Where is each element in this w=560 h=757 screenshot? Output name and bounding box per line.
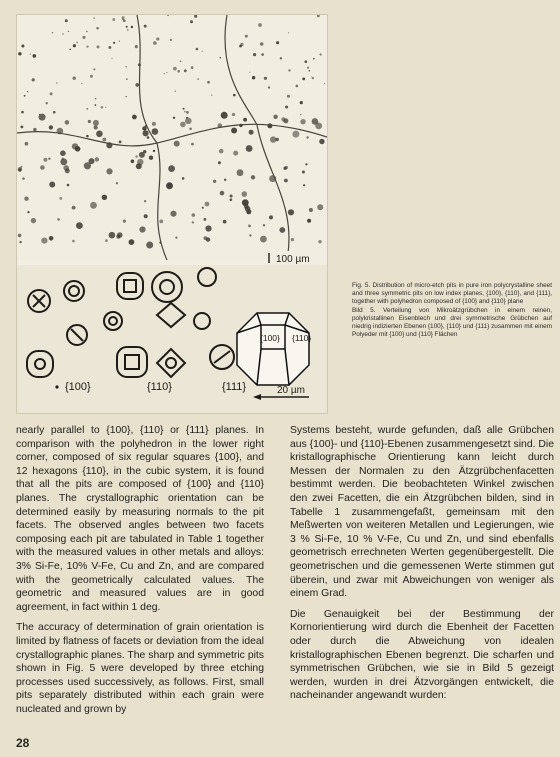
etch-pit-dot [192, 221, 194, 223]
etch-pit-dot [49, 236, 54, 241]
etch-pit-dot [18, 167, 22, 171]
bottom-scale-bar-label: 20 µm [277, 385, 305, 396]
etch-pit-dot [25, 142, 29, 146]
etch-pit-dot [116, 182, 118, 184]
etch-pit-dot [126, 96, 127, 97]
etch-pit-dot [33, 54, 37, 58]
etch-pit-dot [307, 67, 309, 69]
etch-pit-dot [93, 68, 95, 70]
etch-pit-dot [67, 184, 70, 187]
etch-pit-dot [88, 120, 91, 123]
etch-pit-dot [196, 48, 199, 51]
etch-pit-dot [86, 31, 87, 32]
etch-pit-dot [109, 46, 112, 49]
caption-english: Fig. 5. Distribution of micro-etch pits in pure iron polycrystalline sheet and three symmetric pits on low index planes, {100}, {110}, and {111}, together with polyhedron composed of {100} and {110} plane [352, 282, 552, 306]
etch-pit-dot [126, 26, 128, 28]
etch-pit-dot [57, 218, 60, 221]
etch-pit-dot [252, 76, 255, 79]
etch-pit-dot [192, 213, 196, 217]
etch-pit-dot [191, 66, 194, 69]
etch-pit-dot [285, 106, 288, 109]
etch-pit-dot [230, 198, 233, 201]
etch-pit-dot [224, 179, 226, 181]
etch-pit-dot [233, 94, 236, 97]
etch-pit-dot [175, 91, 176, 92]
etch-pit-dot [69, 49, 71, 51]
etch-pit-dot [90, 75, 93, 78]
etch-pit-dot [40, 165, 45, 170]
top-scale-bar-label: 100 µm [276, 254, 310, 265]
etch-pit-dot [246, 145, 253, 152]
etch-pit-dot [170, 39, 172, 41]
etch-pit-dot [50, 92, 53, 95]
etch-pit-dot [276, 138, 279, 141]
etch-pit-dot [263, 224, 265, 226]
etch-pit-dot [245, 206, 251, 212]
etch-pit-dot [302, 171, 305, 174]
etch-pit-dot [131, 26, 133, 28]
etch-pit-dot [41, 238, 47, 244]
etch-pit-dot [251, 175, 255, 179]
pit-label-110: {110} [147, 381, 172, 393]
etch-pit-dot [49, 125, 53, 129]
etch-pit-dot [248, 225, 251, 228]
etch-pit-dot [32, 78, 35, 81]
etch-pit-dot [288, 32, 289, 33]
etch-pit-dot [137, 159, 143, 165]
etch-pit-dot [164, 73, 165, 74]
etch-pit-dot [305, 163, 307, 165]
etch-pit-dot [73, 44, 76, 47]
etch-pit-dot [206, 237, 210, 241]
etch-pit-dot [186, 117, 188, 119]
etch-pit-dot [270, 136, 276, 142]
etch-pit-dot [280, 57, 282, 59]
etch-pit-dot [205, 202, 210, 207]
etch-pit-dot [306, 136, 308, 138]
etch-pit-dot [207, 81, 210, 84]
etch-pit-dot [313, 58, 315, 60]
etch-pit-dot [144, 200, 146, 202]
etch-pit-dot [287, 95, 290, 98]
etch-pit-dot [135, 83, 139, 87]
etch-pit-dot [75, 146, 81, 152]
german-paragraph: Systems besteht, wurde gefunden, daß alle Grübchen aus {100}- und {110}-Ebenen zusammengesetzt sind. Die kristallographische Orientierung kann leicht durch Messen der Normalen zu den Ätzgrübchenfacetten bestimmt werden. Die beobachteten Winkel zwischen den zwei Facetten, die ein Ätzgrübchen bilden, sind in Tabelle 1 zusammengefaßt, gemeinsam mit den Meßwerten von weiteren Metallen und Legierungen, wie 3 % Si-Fe, 10 % V-Fe, Cu und Zn, und sind ebenfalls geometrisch errechneten Werten gegenübergestellt. Die geometrischen und die gemessenen Werte stimmen gut überein, und zwar mit Abweichungen von weniger als einem Grad. [290, 425, 554, 600]
etch-pit-dot [213, 180, 216, 183]
etch-pit-dot [288, 209, 294, 215]
pit-label-100: {100} [65, 381, 91, 393]
etch-pit-dot [166, 72, 167, 73]
etch-pit-dot [106, 168, 112, 174]
etch-pit-dot [315, 123, 322, 130]
etch-pit-dot [269, 215, 273, 219]
etch-pit-dot [126, 78, 128, 80]
etch-pit-dot [81, 83, 82, 84]
etch-pit-dot [101, 106, 104, 109]
figure-caption [352, 282, 552, 339]
etch-pit-dot [159, 220, 163, 224]
etch-pit-dot [27, 91, 28, 92]
etch-pit-dot [113, 42, 115, 44]
etch-pit-dot [24, 95, 26, 97]
etch-pit-dot [153, 150, 155, 152]
etch-pit-dot [139, 226, 145, 232]
etch-pit-dot [143, 130, 149, 136]
etch-pit-dot [139, 152, 145, 158]
etch-pit-dot [220, 191, 225, 196]
etch-pit-dot [142, 126, 146, 130]
micrograph-image [17, 15, 327, 413]
english-column [16, 424, 264, 723]
etch-pit-dot [129, 239, 135, 245]
etch-pit-dot [221, 112, 228, 119]
etch-pit-dot [292, 131, 299, 138]
etch-pit-dot [233, 151, 238, 156]
etch-pit-dot [204, 218, 207, 221]
etch-pit-dot [307, 219, 311, 223]
etch-pit-dot [260, 42, 264, 46]
polyhedron-label-100: {100} [260, 333, 280, 343]
etch-pit-dot [97, 45, 100, 48]
etch-pit-dot [249, 72, 250, 73]
etch-pit-dot [125, 66, 127, 68]
etch-pit-dot [112, 58, 113, 59]
etch-pit-dot [95, 98, 97, 100]
etch-pit-dot [324, 83, 325, 84]
etch-pit-dot [218, 161, 221, 164]
etch-pit-dot [33, 128, 36, 131]
etch-pit-dot [95, 157, 99, 161]
etch-pit-dot [152, 128, 159, 135]
etch-pit-dot [249, 130, 254, 135]
etch-pit-dot [21, 45, 24, 48]
page-number: 28 [16, 736, 30, 750]
etch-pit-dot [102, 195, 107, 200]
etch-pit-dot [39, 114, 40, 115]
etch-pit-dot [109, 232, 116, 239]
etch-pit-dot [249, 234, 251, 236]
etch-pit-dot [46, 102, 48, 104]
etch-pit-dot [312, 77, 314, 79]
etch-pit-dot [86, 108, 88, 110]
etch-pit-dot [68, 31, 69, 32]
etch-pit-dot [219, 149, 224, 154]
etch-pit-dot [43, 158, 47, 162]
etch-pit-dot [296, 85, 299, 88]
etch-pit-dot [180, 61, 182, 63]
polyhedron-label-110: {110} [292, 333, 312, 343]
german-paragraph: Die Genauigkeit bei der Bestimmung der Kornorientierung wird durch die Ebenheit der Facetten oder durch die Abweichung von idealen kristallographischen Ebenen begrenzt. Die scharfen und symmetrischen Grübchen, wie sie in Bild 5 gezeigt werden, wurden in drei Ätzvorgängen entwickelt, die nacheinander angewandt wurden: [290, 608, 554, 702]
etch-pit-dot [18, 234, 22, 238]
etch-pit-dot [21, 111, 24, 114]
etch-pit-dot [230, 195, 233, 198]
etch-pit-dot [300, 101, 303, 104]
etch-pit-dot [260, 236, 267, 243]
etch-pit-dot [65, 19, 68, 22]
pit-label-111: {111} [222, 381, 247, 393]
etch-pit-dot [22, 177, 25, 180]
etch-pit-dot [177, 70, 180, 73]
etch-pit-dot [156, 37, 159, 40]
micrograph-figure [16, 14, 328, 414]
etch-pit-dot [174, 141, 180, 147]
etch-pit-dot [131, 160, 135, 164]
etch-pit-dot [300, 119, 305, 124]
etch-pit-dot [53, 111, 56, 114]
etch-pit-dot [264, 77, 267, 80]
etch-pit-dot [300, 114, 301, 115]
etch-pit-dot [170, 211, 176, 217]
etch-pit-dot [311, 76, 312, 77]
english-paragraph: The accuracy of determination of grain orientation is limited by flatness of facets or deviation from the ideal crystallographic planes. The sharp and symmetric pits shown in Fig. 5 were developed by three etching processes used successively, as follows. First, small pits separately distributed within each grain were nucleated and grown by [16, 622, 264, 715]
etch-pit-dot [261, 53, 264, 56]
etch-pit-dot [180, 122, 186, 128]
etch-pit-dot [243, 118, 247, 122]
etch-pit-dot [132, 115, 137, 120]
etch-pit-dot [19, 241, 21, 243]
etch-pit-dot [147, 136, 150, 139]
etch-pit-dot [245, 35, 248, 38]
etch-pit-dot [205, 225, 211, 231]
etch-pit-dot [60, 150, 66, 156]
etch-pit-dot [191, 143, 194, 146]
etch-pit-dot [86, 46, 88, 48]
etch-pit-dot [284, 179, 288, 183]
etch-pit-dot [185, 118, 192, 125]
etch-pit-dot [309, 208, 313, 212]
etch-pit-dot [231, 128, 237, 134]
etch-pit-dot [122, 16, 125, 19]
etch-pit-dot [56, 82, 57, 83]
etch-pit-dot [202, 51, 203, 52]
etch-pit-dot [219, 57, 221, 59]
caption-german: Bild 5. Verteilung von Mikroätzgrübchen in einem reinen, polykristallinen Eisenblech und drei symmetrische Grübchen auf niedrig indizierten Ebenen {100}, {110} und {111} zusammen mit einem Polyeder mit {100} und {110} Flächen [352, 306, 552, 339]
etch-pit-dot [186, 111, 189, 114]
etch-pit-dot [166, 182, 173, 189]
etch-pit-dot [153, 41, 157, 45]
etch-pit-dot [105, 239, 108, 242]
etch-pit-dot [237, 169, 244, 176]
etch-pit-dot [319, 139, 324, 144]
etch-pit-dot [30, 54, 31, 55]
etch-pit-dot [144, 214, 148, 218]
etch-pit-dot [119, 141, 122, 144]
etch-pit-dot [63, 165, 69, 171]
etch-pit-dot [112, 18, 115, 21]
etch-pit-dot [76, 222, 83, 229]
etch-pit-dot [27, 211, 29, 213]
etch-pit-dot [24, 197, 28, 201]
etch-pit-dot [105, 107, 106, 108]
etch-pit-dot [242, 191, 248, 197]
etch-pit-dot [253, 53, 256, 56]
etch-pit-dot [96, 27, 98, 29]
etch-pit-dot [52, 32, 54, 34]
etch-pit-dot [189, 128, 192, 131]
etch-pit-dot [135, 155, 137, 157]
etch-pit-dot [93, 120, 99, 126]
etch-pit-dot [90, 202, 97, 209]
etch-pit-dot [268, 86, 270, 88]
etch-pit-dot [117, 232, 123, 238]
etch-pit-dot [318, 240, 321, 243]
etch-pit-dot [62, 33, 63, 34]
etch-pit-dot [184, 111, 186, 113]
etch-pit-dot [144, 25, 147, 28]
etch-pit-dot [183, 108, 185, 110]
etch-pit-dot [279, 227, 285, 233]
etch-pit-dot [122, 19, 123, 20]
etch-pit-dot [211, 95, 212, 96]
etch-pit-dot [123, 220, 126, 223]
etch-pit-dot [197, 78, 198, 79]
german-column [290, 424, 554, 710]
etch-pit-dot [291, 238, 294, 241]
etch-pit-dot [242, 199, 249, 206]
etch-pit-dot [239, 45, 242, 48]
etch-pit-dot [149, 156, 153, 160]
etch-pit-dot [173, 117, 175, 119]
etch-pit-dot [96, 131, 103, 138]
etch-pit-dot [73, 77, 76, 80]
etch-pit-dot [59, 197, 62, 200]
etch-pit-dot [281, 117, 285, 121]
etch-pit-dot [190, 20, 193, 23]
etch-pit-dot [288, 69, 290, 71]
etch-pit-dot [93, 17, 94, 18]
etch-pit-dot [152, 122, 156, 126]
etch-pit-dot [127, 29, 129, 31]
etch-pit-dot [65, 120, 70, 125]
etch-pit-dot [223, 220, 227, 224]
etch-pit-dot [21, 126, 24, 129]
etch-pit-dot [202, 207, 204, 209]
etch-pit-dot [302, 78, 305, 81]
etch-pit-dot [48, 158, 50, 160]
etch-pit-dot [94, 126, 98, 130]
etch-pit-dot [119, 41, 120, 42]
etch-pit-dot [232, 113, 235, 116]
etch-pit-dot [31, 218, 36, 223]
polyhedron-diagram [237, 313, 312, 385]
etch-pit-dot [184, 69, 187, 72]
etch-pit-dot [320, 53, 322, 55]
etch-pit-dot [135, 45, 138, 48]
etch-pit-dot [49, 182, 55, 188]
etch-pit-dot [18, 52, 21, 55]
etch-pit-dot [317, 204, 323, 210]
etch-pit-dot [72, 240, 75, 243]
etch-pit-dot [303, 184, 305, 186]
etch-pit-dot [182, 177, 185, 180]
etch-pit-dot [60, 158, 67, 165]
etch-pit-dot [273, 115, 277, 119]
etch-pit-dot [76, 42, 78, 44]
etch-pit-dot [309, 70, 311, 72]
etch-pit-dot [95, 104, 97, 106]
etch-pit-dot [86, 135, 89, 138]
etch-pit-dot [267, 123, 272, 128]
etch-pit-dot [285, 166, 288, 169]
etch-pit-dot [82, 36, 85, 39]
etch-pit-dot [173, 67, 177, 71]
etch-pit-dot [168, 165, 175, 172]
etch-pit-dot [258, 23, 262, 27]
etch-pit-dot [84, 162, 91, 169]
etch-pit-dot [276, 41, 279, 44]
etch-pit-dot [146, 242, 153, 249]
etch-pit-dot [103, 138, 107, 142]
etch-pit-dot [305, 60, 308, 63]
etch-pit-dot [62, 158, 64, 160]
english-paragraph: nearly parallel to {100}, {110} or {111} planes. In comparison with the polyhedron in the lower right corner, composed of six regular squares {100}, and 12 hexagons {110}, in the cubic system, it is found that all the pits are composed of {100} and {110} planes. The crystallographic orientation can be determined easily by measuring normals to the pit facets. The observed angles between two facets composing each pit are tabulated in Table 1 together with the measured values in other metals and alloys: 3% Si-Fe, 10% V-Fe, Cu and Zn, and are compared with the geometrically calculated values. The geometric and measured values are in good agreement, in fact within 1 deg. [16, 425, 264, 613]
etch-pit-dot [72, 206, 76, 210]
etch-pit-dot [175, 237, 177, 239]
